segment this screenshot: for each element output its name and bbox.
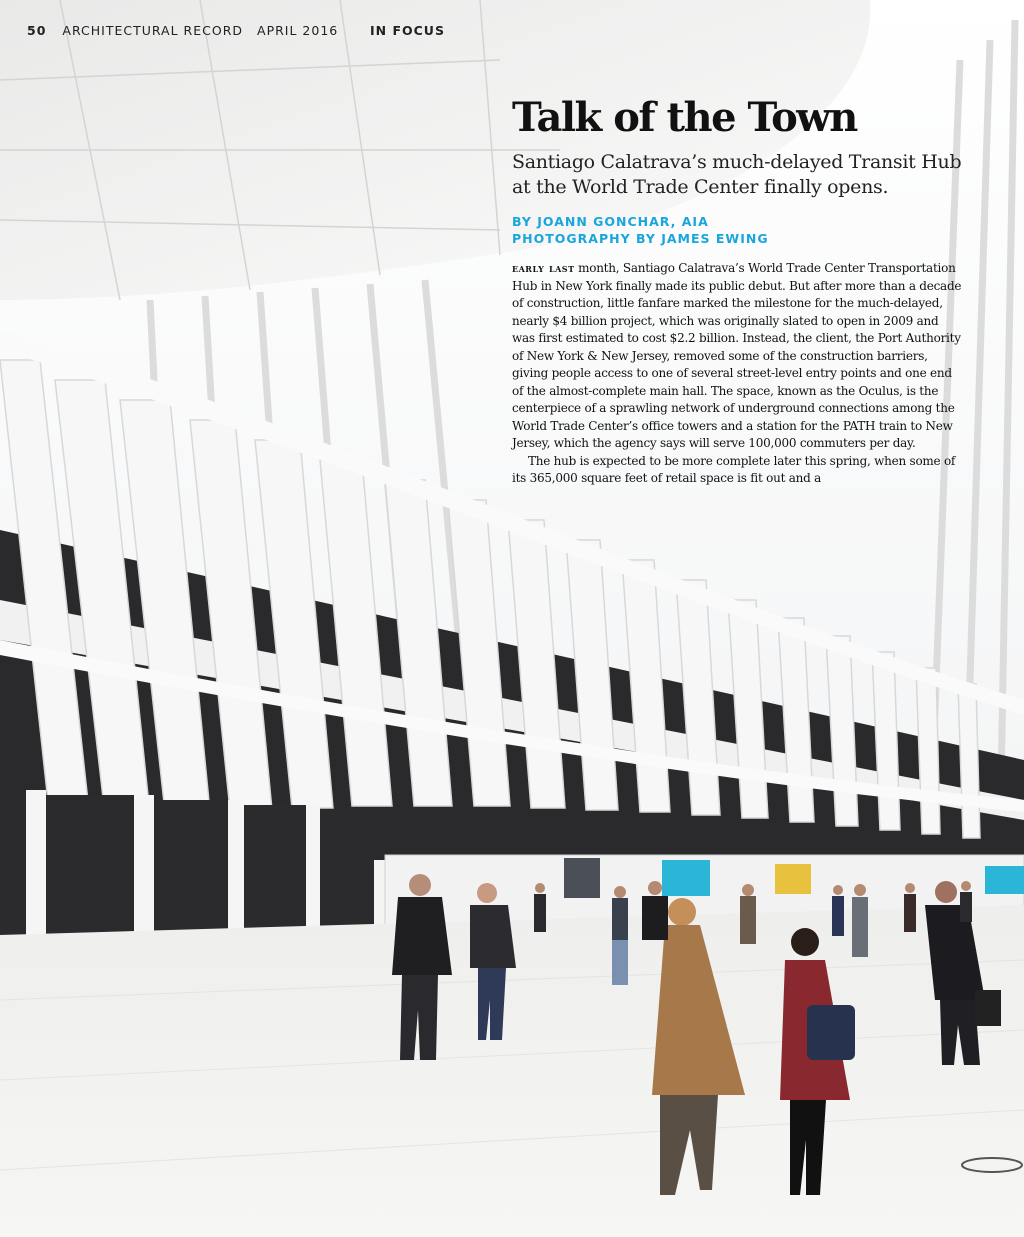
- byline: BY JOANN GONCHAR, AIA: [512, 214, 709, 229]
- article-body: [512, 260, 962, 488]
- lead-in: early last: [512, 261, 575, 275]
- magazine-name: ARCHITECTURAL RECORD: [62, 22, 244, 38]
- article-credits: [512, 214, 962, 247]
- article-dek: Santiago Calatrava’s much-delayed Transit Hub at the World Trade Center finally opens.: [512, 151, 962, 198]
- article-title: Talk of the Town: [512, 94, 857, 141]
- page-number: 50: [27, 22, 47, 38]
- issue-date: APRIL 2016: [257, 22, 339, 38]
- article: [512, 92, 962, 488]
- paragraph-1-text: month, Santiago Calatrava’s World Trade Center Transportation Hub in New York finally made its public debut. But after more than a decade of construction, little fanfare marked the milestone for the much-delayed, nearly $4 billion project, which was originally slated to open in 2009 and was first estimated to cost $2.2 billion. Instead, the client, the Port Authority of New York & New Jersey, removed some of the construction barriers, giving people access to one of several street-level entry points and one end of the almost-complete main hall. The space, known as the Oculus, is the centerpiece of a sprawling network of underground connections among the World Trade Center’s office towers and a station for the PATH train to New Jersey, which the agency says will serve 100,000 commuters per day.: [512, 261, 962, 450]
- body-paragraph-1: [512, 260, 962, 453]
- photo-credit: PHOTOGRAPHY BY JAMES EWING: [512, 230, 769, 246]
- body-paragraph-2: The hub is expected to be more complete later this spring, when some of its 365,000 square feet of retail space is fit out and a: [512, 453, 956, 485]
- section-label: IN FOCUS: [370, 22, 445, 38]
- folio-line: [27, 20, 445, 40]
